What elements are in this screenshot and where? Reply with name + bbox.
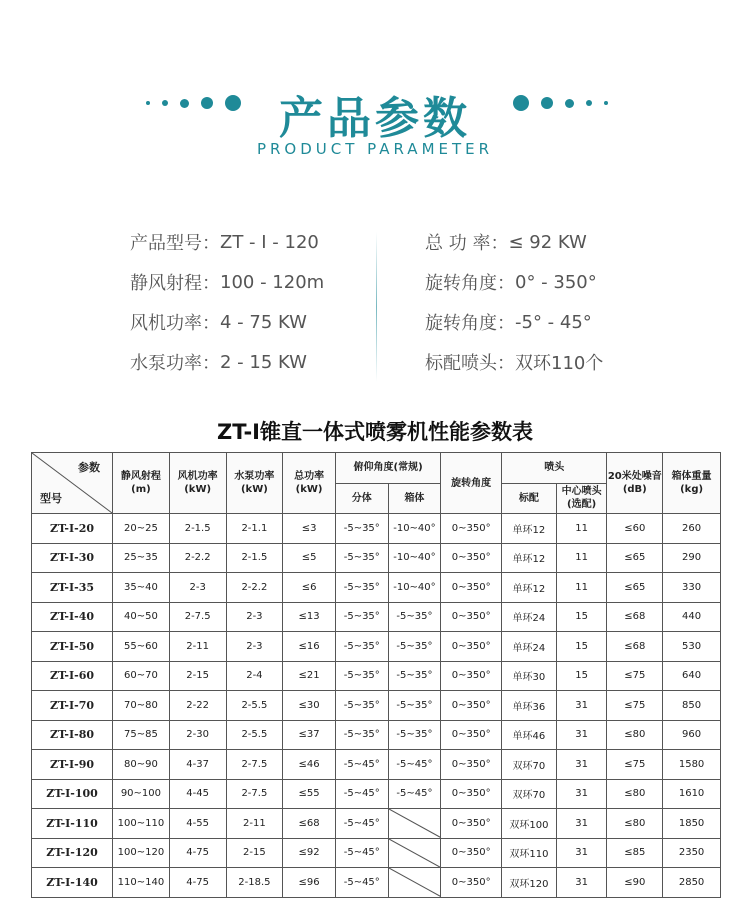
cell-model: ZT-I-30 [32, 543, 113, 573]
cell-model: ZT-I-50 [32, 632, 113, 662]
cell-total-power: ≤30 [283, 691, 336, 721]
table-row [32, 809, 721, 839]
cell-model: ZT-I-60 [32, 661, 113, 691]
corner-label-model: 型号 [40, 492, 62, 505]
cell-pitch-box [388, 838, 441, 868]
cell-nozzle-standard: 单环46 [502, 720, 557, 750]
cell-pump-power: 2-18.5 [226, 868, 283, 898]
empty-cell-slash [389, 809, 441, 838]
table-row [32, 838, 721, 868]
header-pitch-angle: 俯仰角度(常规) [335, 453, 440, 484]
spec-row [425, 342, 603, 382]
cell-model: ZT-I-20 [32, 514, 113, 544]
performance-table [31, 452, 721, 898]
spec-label: 标配喷头： [425, 353, 515, 374]
cell-total-power: ≤92 [283, 838, 336, 868]
table-row [32, 514, 721, 544]
cell-nozzle-center: 31 [556, 779, 607, 809]
cell-rotate-angle: 0~350° [441, 543, 502, 573]
cell-nozzle-standard: 单环12 [502, 543, 557, 573]
cell-model: ZT-I-70 [32, 691, 113, 721]
cell-nozzle-standard: 单环12 [502, 514, 557, 544]
cell-pitch-box [388, 868, 441, 898]
cell-pitch-box: -5~35° [388, 602, 441, 632]
cell-range: 40~50 [113, 602, 170, 632]
cell-pump-power: 2-2.2 [226, 573, 283, 603]
table-row [32, 661, 721, 691]
cell-pitch-split: -5~45° [335, 750, 388, 780]
cell-weight: 530 [663, 632, 721, 662]
cell-pitch-box: -5~45° [388, 750, 441, 780]
spec-label: 产品型号： [130, 233, 220, 254]
cell-noise: ≤68 [607, 602, 663, 632]
cell-nozzle-standard: 双环120 [502, 868, 557, 898]
cell-pitch-split: -5~45° [335, 868, 388, 898]
cell-weight: 960 [663, 720, 721, 750]
cell-model: ZT-I-100 [32, 779, 113, 809]
cell-range: 110~140 [113, 868, 170, 898]
cell-pump-power: 2-15 [226, 838, 283, 868]
cell-pump-power: 2-7.5 [226, 779, 283, 809]
cell-pitch-split: -5~45° [335, 809, 388, 839]
cell-noise: ≤80 [607, 809, 663, 839]
cell-fan-power: 2-2.2 [169, 543, 226, 573]
table-body [32, 514, 721, 898]
cell-noise: ≤80 [607, 779, 663, 809]
cell-pitch-split: -5~45° [335, 838, 388, 868]
cell-rotate-angle: 0~350° [441, 632, 502, 662]
cell-model: ZT-I-140 [32, 868, 113, 898]
cell-nozzle-center: 31 [556, 838, 607, 868]
spec-row [425, 302, 603, 342]
cell-fan-power: 2-3 [169, 573, 226, 603]
header-rotate-angle: 旋转角度 [441, 453, 502, 514]
cell-range: 90~100 [113, 779, 170, 809]
header-nozzle: 喷头 [502, 453, 607, 484]
cell-noise: ≤85 [607, 838, 663, 868]
cell-total-power: ≤46 [283, 750, 336, 780]
spec-row [425, 222, 603, 262]
cell-rotate-angle: 0~350° [441, 750, 502, 780]
spec-label: 旋转角度： [425, 273, 515, 294]
cell-range: 35~40 [113, 573, 170, 603]
spec-value: 100 - 120m [220, 271, 325, 293]
cell-total-power: ≤16 [283, 632, 336, 662]
table-row [32, 602, 721, 632]
cell-fan-power: 2-7.5 [169, 602, 226, 632]
empty-cell-slash [389, 839, 441, 868]
cell-total-power: ≤21 [283, 661, 336, 691]
spec-label: 总 功 率： [425, 233, 509, 254]
cell-range: 60~70 [113, 661, 170, 691]
cell-total-power: ≤68 [283, 809, 336, 839]
cell-weight: 290 [663, 543, 721, 573]
cell-pump-power: 2-1.1 [226, 514, 283, 544]
cell-nozzle-center: 31 [556, 720, 607, 750]
cell-nozzle-center: 15 [556, 632, 607, 662]
cell-total-power: ≤55 [283, 779, 336, 809]
cell-pump-power: 2-4 [226, 661, 283, 691]
cell-total-power: ≤5 [283, 543, 336, 573]
cell-nozzle-standard: 双环70 [502, 750, 557, 780]
cell-pitch-box: -5~35° [388, 661, 441, 691]
cell-nozzle-standard: 双环70 [502, 779, 557, 809]
cell-nozzle-center: 15 [556, 602, 607, 632]
cell-pump-power: 2-7.5 [226, 750, 283, 780]
spec-row [130, 222, 324, 262]
cell-range: 80~90 [113, 750, 170, 780]
spec-value: 0° - 350° [515, 271, 597, 293]
cell-weight: 2850 [663, 868, 721, 898]
table-row [32, 720, 721, 750]
cell-weight: 260 [663, 514, 721, 544]
spec-label: 静风射程： [130, 273, 220, 294]
cell-range: 25~35 [113, 543, 170, 573]
spec-value: ZT - I - 120 [220, 231, 319, 253]
cell-rotate-angle: 0~350° [441, 779, 502, 809]
spec-label: 风机功率： [130, 313, 220, 334]
cell-range: 75~85 [113, 720, 170, 750]
cell-pump-power: 2-3 [226, 602, 283, 632]
table-row [32, 573, 721, 603]
cell-pitch-split: -5~35° [335, 632, 388, 662]
cell-fan-power: 4-75 [169, 868, 226, 898]
cell-nozzle-standard: 双环110 [502, 838, 557, 868]
cell-weight: 1580 [663, 750, 721, 780]
cell-nozzle-standard: 单环24 [502, 632, 557, 662]
cell-pitch-split: -5~35° [335, 543, 388, 573]
cell-pitch-split: -5~35° [335, 691, 388, 721]
cell-fan-power: 4-75 [169, 838, 226, 868]
cell-rotate-angle: 0~350° [441, 720, 502, 750]
page-title: 产品参数 [279, 93, 471, 144]
cell-pump-power: 2-11 [226, 809, 283, 839]
page-subtitle: PRODUCT PARAMETER [256, 140, 494, 158]
cell-nozzle-center: 31 [556, 750, 607, 780]
cell-nozzle-standard: 单环36 [502, 691, 557, 721]
cell-range: 20~25 [113, 514, 170, 544]
cell-range: 100~110 [113, 809, 170, 839]
cell-weight: 850 [663, 691, 721, 721]
cell-pitch-box: -5~35° [388, 720, 441, 750]
cell-weight: 440 [663, 602, 721, 632]
cell-rotate-angle: 0~350° [441, 809, 502, 839]
header-nozzle-standard: 标配 [502, 483, 557, 514]
cell-rotate-angle: 0~350° [441, 691, 502, 721]
cell-pitch-box: -10~40° [388, 514, 441, 544]
spec-label: 水泵功率： [130, 353, 220, 374]
cell-fan-power: 2-22 [169, 691, 226, 721]
cell-pump-power: 2-5.5 [226, 691, 283, 721]
decorative-dots-left [146, 95, 241, 111]
cell-fan-power: 2-30 [169, 720, 226, 750]
cell-nozzle-standard: 单环30 [502, 661, 557, 691]
table-row [32, 543, 721, 573]
header-noise: 20米处噪音(dB) [607, 453, 663, 514]
cell-pitch-box [388, 809, 441, 839]
cell-noise: ≤75 [607, 691, 663, 721]
cell-weight: 1610 [663, 779, 721, 809]
cell-rotate-angle: 0~350° [441, 602, 502, 632]
cell-pump-power: 2-3 [226, 632, 283, 662]
cell-noise: ≤65 [607, 573, 663, 603]
cell-total-power: ≤37 [283, 720, 336, 750]
cell-total-power: ≤6 [283, 573, 336, 603]
cell-rotate-angle: 0~350° [441, 661, 502, 691]
cell-pitch-box: -10~40° [388, 573, 441, 603]
cell-noise: ≤90 [607, 868, 663, 898]
cell-weight: 2350 [663, 838, 721, 868]
cell-fan-power: 4-37 [169, 750, 226, 780]
spec-row [130, 302, 324, 342]
table-row [32, 750, 721, 780]
cell-rotate-angle: 0~350° [441, 838, 502, 868]
cell-noise: ≤65 [607, 543, 663, 573]
cell-pitch-split: -5~35° [335, 602, 388, 632]
cell-model: ZT-I-120 [32, 838, 113, 868]
spec-value: 2 - 15 KW [220, 351, 307, 373]
corner-header-cell [32, 453, 113, 514]
cell-weight: 330 [663, 573, 721, 603]
cell-rotate-angle: 0~350° [441, 573, 502, 603]
spec-row [130, 262, 324, 302]
cell-fan-power: 2-1.5 [169, 514, 226, 544]
cell-noise: ≤75 [607, 750, 663, 780]
cell-fan-power: 2-11 [169, 632, 226, 662]
table-row [32, 691, 721, 721]
spec-label: 旋转角度： [425, 313, 515, 334]
cell-range: 100~120 [113, 838, 170, 868]
cell-nozzle-center: 31 [556, 868, 607, 898]
spec-value: 双环110个 [515, 353, 604, 374]
cell-pitch-box: -10~40° [388, 543, 441, 573]
cell-weight: 1850 [663, 809, 721, 839]
table-row [32, 868, 721, 898]
cell-pitch-split: -5~35° [335, 573, 388, 603]
spec-summary [0, 222, 750, 392]
spec-column-left [130, 222, 324, 382]
header-pitch-split: 分体 [335, 483, 388, 514]
header-fan-power: 风机功率(kW) [169, 453, 226, 514]
cell-noise: ≤75 [607, 661, 663, 691]
cell-pump-power: 2-5.5 [226, 720, 283, 750]
cell-noise: ≤80 [607, 720, 663, 750]
cell-model: ZT-I-35 [32, 573, 113, 603]
spec-row [130, 342, 324, 382]
cell-model: ZT-I-110 [32, 809, 113, 839]
decorative-dots-right [513, 95, 608, 111]
cell-nozzle-center: 15 [556, 661, 607, 691]
cell-noise: ≤68 [607, 632, 663, 662]
table-row [32, 779, 721, 809]
cell-rotate-angle: 0~350° [441, 514, 502, 544]
corner-label-params: 参数 [78, 461, 101, 474]
cell-total-power: ≤13 [283, 602, 336, 632]
header-pitch-box: 箱体 [388, 483, 441, 514]
cell-total-power: ≤96 [283, 868, 336, 898]
cell-nozzle-standard: 单环12 [502, 573, 557, 603]
spec-column-right [425, 222, 603, 382]
cell-pitch-box: -5~35° [388, 691, 441, 721]
header-total-power: 总功率(kW) [283, 453, 336, 514]
header-nozzle-center: 中心喷头(选配) [556, 483, 607, 514]
spec-value: ≤ 92 KW [508, 231, 587, 253]
table-title: ZT-I锥直一体式喷雾机性能参数表 [217, 420, 533, 444]
cell-pitch-split: -5~35° [335, 661, 388, 691]
cell-nozzle-center: 11 [556, 543, 607, 573]
header-range: 静风射程(m) [113, 453, 170, 514]
cell-model: ZT-I-90 [32, 750, 113, 780]
cell-pitch-box: -5~35° [388, 632, 441, 662]
cell-fan-power: 4-45 [169, 779, 226, 809]
empty-cell-slash [389, 868, 441, 897]
table-row [32, 632, 721, 662]
cell-rotate-angle: 0~350° [441, 868, 502, 898]
header-weight: 箱体重量(kg) [663, 453, 721, 514]
cell-nozzle-center: 31 [556, 691, 607, 721]
spec-row [425, 262, 603, 302]
cell-model: ZT-I-80 [32, 720, 113, 750]
cell-model: ZT-I-40 [32, 602, 113, 632]
cell-nozzle-center: 11 [556, 514, 607, 544]
cell-pitch-box: -5~45° [388, 779, 441, 809]
cell-nozzle-center: 31 [556, 809, 607, 839]
cell-fan-power: 2-15 [169, 661, 226, 691]
spec-divider [376, 232, 377, 382]
cell-noise: ≤60 [607, 514, 663, 544]
cell-weight: 640 [663, 661, 721, 691]
cell-pitch-split: -5~35° [335, 514, 388, 544]
cell-nozzle-standard: 双环100 [502, 809, 557, 839]
cell-pump-power: 2-1.5 [226, 543, 283, 573]
spec-value: -5° - 45° [515, 311, 592, 333]
cell-pitch-split: -5~45° [335, 779, 388, 809]
cell-nozzle-center: 11 [556, 573, 607, 603]
section-header [0, 70, 750, 144]
cell-range: 55~60 [113, 632, 170, 662]
cell-range: 70~80 [113, 691, 170, 721]
cell-nozzle-standard: 单环24 [502, 602, 557, 632]
cell-fan-power: 4-55 [169, 809, 226, 839]
header-pump-power: 水泵功率(kW) [226, 453, 283, 514]
cell-total-power: ≤3 [283, 514, 336, 544]
cell-pitch-split: -5~35° [335, 720, 388, 750]
spec-value: 4 - 75 KW [220, 311, 307, 333]
